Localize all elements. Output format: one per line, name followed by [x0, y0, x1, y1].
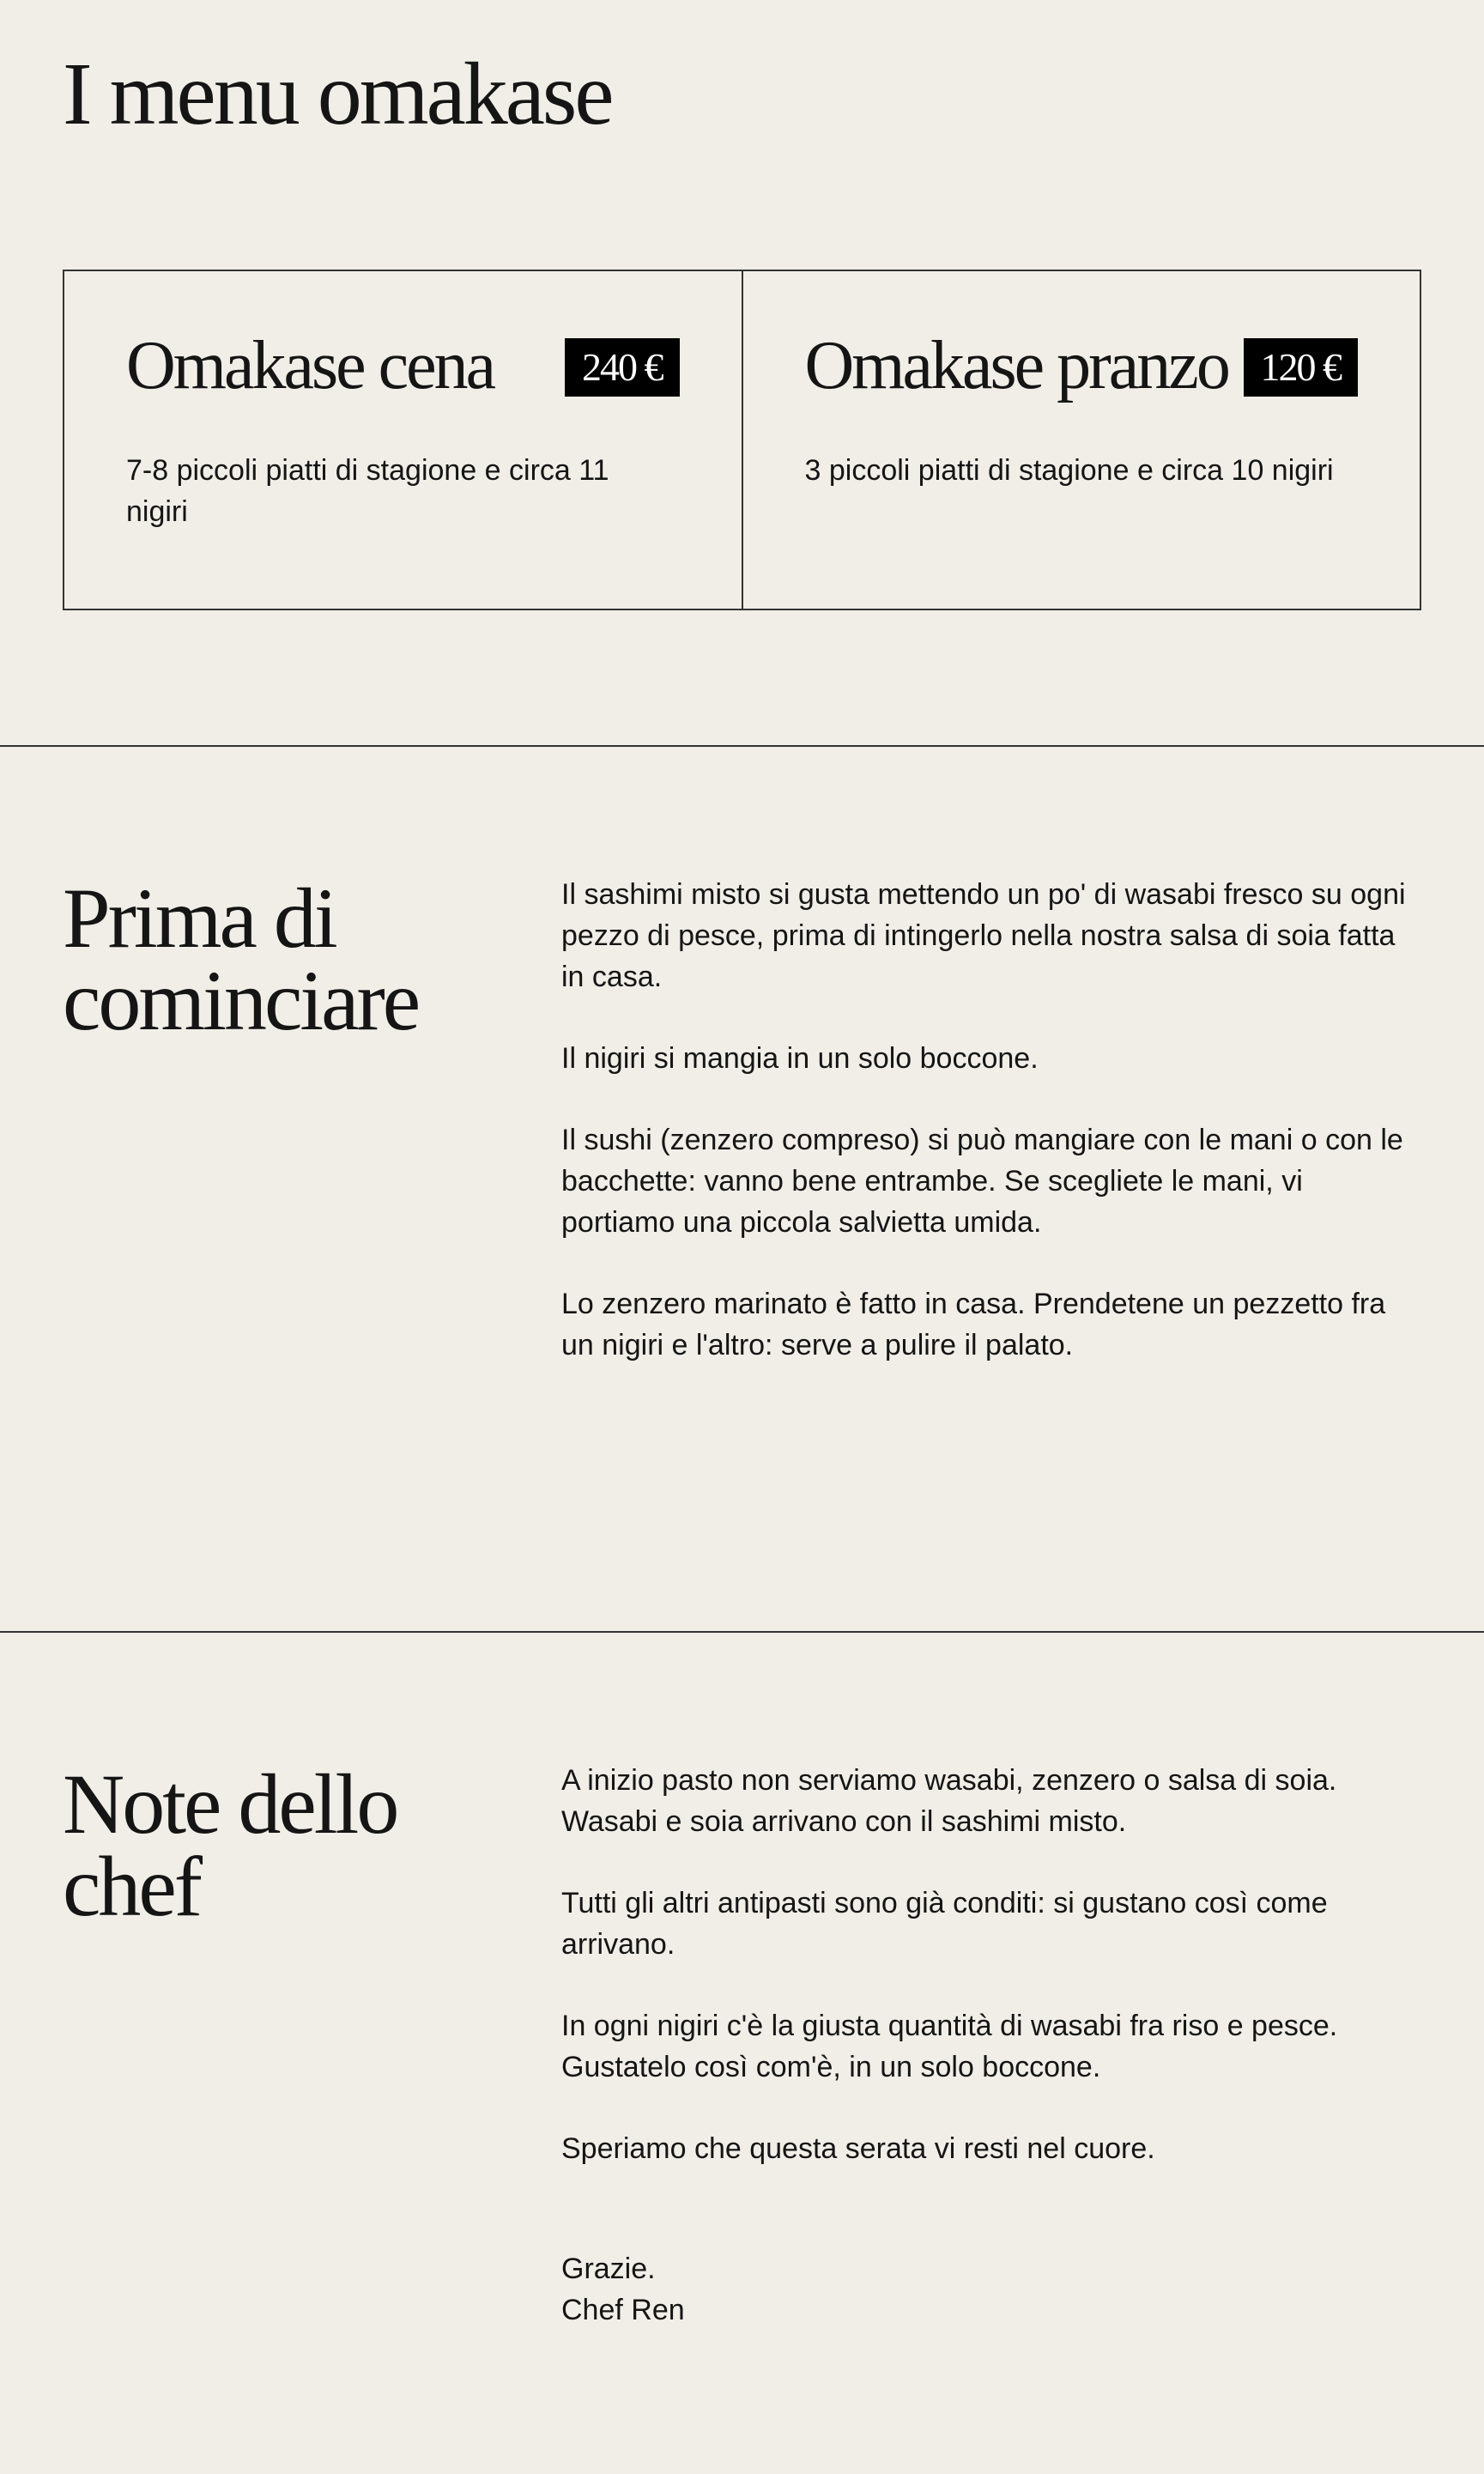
- before-starting-body: [561, 874, 1420, 1406]
- paragraph: Il nigiri si mangia in un solo boccone.: [561, 1042, 1039, 1075]
- menu-card-lunch: [742, 271, 1420, 609]
- paragraph: In ogni nigiri c'è la giusta quantità di wasabi fra riso e pesce. Gustatelo così com'è, in un solo boccone.: [561, 2010, 1338, 2083]
- closing-text: Grazie.: [561, 2253, 656, 2285]
- signature-block: [561, 2248, 1420, 2331]
- menu-price-badge: 240 €: [565, 338, 680, 397]
- before-starting-title: Prima di cominciare: [63, 870, 419, 1048]
- paragraph: A inizio pasto non serviamo wasabi, zenzero o salsa di soia. Wasabi e soia arrivano con il sashimi misto.: [561, 1764, 1337, 1838]
- paragraph: Speriamo che questa serata vi resti nel cuore.: [561, 2132, 1155, 2165]
- menu-card-dinner: [64, 271, 742, 609]
- paragraph: Il sashimi misto si gusta mettendo un po' di wasabi fresco su ogni pezzo di pesce, prima di intingerlo nella nostra salsa di soia fatta in casa.: [561, 878, 1406, 993]
- chef-signature: Chef Ren: [561, 2294, 685, 2326]
- menu-description: 3 piccoli piatti di stagione e circa 10 nigiri: [804, 454, 1334, 487]
- paragraph: Il sushi (zenzero compreso) si può mangiare con le mani o con le bacchette: vanno bene entrambe. Se scegliete le mani, vi portiamo una piccola salvietta umida.: [561, 1124, 1403, 1239]
- menu-name: Omakase cena: [126, 328, 494, 403]
- menu-options: [63, 270, 1421, 610]
- chef-notes-body: [561, 1760, 1420, 2331]
- menu-name: Omakase pranzo: [804, 328, 1228, 403]
- menu-price-badge: 120 €: [1244, 338, 1359, 397]
- page-title: I menu omakase: [63, 45, 612, 143]
- paragraph: Tutti gli altri antipasti sono già conditi: si gustano così come arrivano.: [561, 1887, 1328, 1961]
- paragraph: Lo zenzero marinato è fatto in casa. Prendetene un pezzetto fra un nigiri e l'altro: serve a pulire il palato.: [561, 1288, 1386, 1361]
- section-divider: [0, 745, 1484, 747]
- section-divider: [0, 1631, 1484, 1633]
- menu-description: 7-8 piccoli piatti di stagione e circa 11 nigiri: [126, 454, 609, 528]
- chef-notes-title: Note dello chef: [63, 1756, 397, 1934]
